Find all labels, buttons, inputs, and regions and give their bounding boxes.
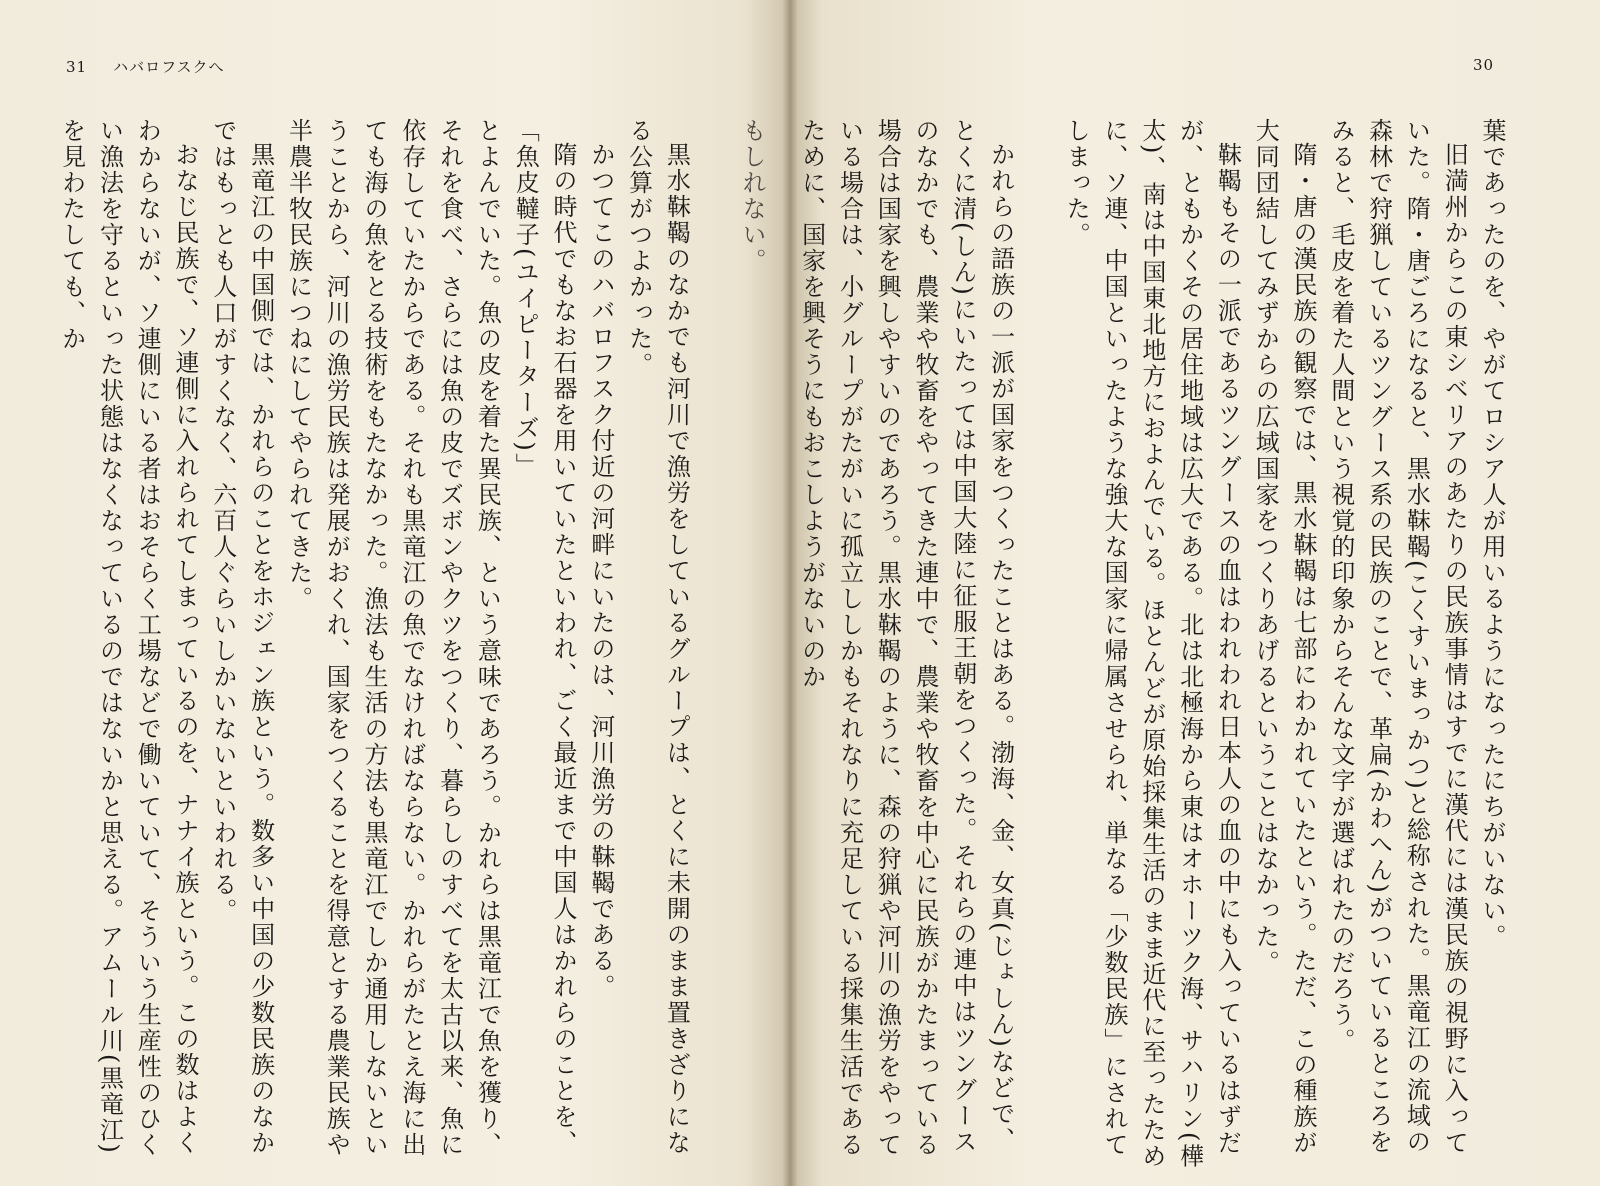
left-body-text xyxy=(50,118,770,1170)
right-page-number: 30 xyxy=(1473,56,1495,74)
paragraph: 黒竜江の中国側では、かれらのことをホジェン族という。数多い中国の少数民族のなかではもっとも人口がすくなく、六百人ぐらいしかいないといわれる。 xyxy=(208,118,275,1156)
left-running-title: ハバロフスクへ xyxy=(113,58,225,76)
paragraph: 隋の時代でもなお石器を用いていたといわれ、ごく最近まで中国人はかれらのことを、 xyxy=(549,142,578,1156)
right-page xyxy=(790,0,1600,1186)
paragraph: かつてこのハバロフスク付近の河畔にいたのは、河川漁労の靺鞨である。 xyxy=(586,142,615,1000)
left-running-head xyxy=(66,56,225,77)
paragraph-spacer xyxy=(1019,118,1057,1170)
book-gutter xyxy=(782,0,798,1186)
paragraph: とよんでいた。魚の皮を着た異民族、という意味であろう。かれらは黒竜江で魚を獲り、それを食べ、さらには魚の皮でズボンやクツをつくり、暮らしのすべてを太古以来、魚に依存していたからである。それも黒竜江の魚でなければならない。かれらがたとえ海に出ても海の魚をとる技術をもたなかった。漁法も生活の方法も黒竜江でしか通用しないということから、河川の漁労民族は発展がおくれ、国家をつくることを得意とする農業民族や半農半牧民族につねにしてやられてきた。 xyxy=(284,118,502,1158)
paragraph: 隋・唐の漢民族の観察では、黒水靺鞨は七部にわかれていたという。ただ、この種族が大同団結してみずからの広域国家をつくりあげるということはなかった。 xyxy=(1251,118,1318,1156)
right-running-head xyxy=(1473,56,1494,74)
paragraph: 靺鞨もその一派であるツングースの血はわれわれ日本人の血の中にも入っているはずだが、ともかくその居住地域は広大である。北は北極海から東はオホーツク海、サハリン(樺太)、南は中国東北地方におよんでいる。ほとんどが原始採集生活のまま近代に至ったために、ソ連、中国といったような強大な国家に帰属させられ、単なる「少数民族」にされてしまった。 xyxy=(1062,118,1242,1170)
paragraph-spacer xyxy=(694,118,732,1170)
right-body-text xyxy=(797,118,1510,1170)
paragraph: もしれない。 xyxy=(738,118,766,274)
left-page-number: 31 xyxy=(66,58,88,76)
paragraph: 旧満州からこの東シベリアのあたりの民族事情はすでに漢代には漢民族の視野に入っていた。隋・唐ごろになると、黒水靺鞨(こくすいまっかつ)と総称された。黒竜江の流域の森林で狩猟しているツングース系の民族のことで、革扁(かわへん)がついているところをみると、毛皮を着た人間という視覚的印象からそんな文字が選ばれたのだろう。 xyxy=(1326,118,1469,1156)
paragraph: おなじ民族で、ソ連側に入れられてしまっているのを、ナナイ族という。この数はよくわからないが、ソ連側にいる者はおそらく工場などで働いていて、そういう生産性のひくい漁法を守るといった状態はなくなっているのではないかと思える。アムール川(黒竜江)を見わたしても、か xyxy=(57,118,200,1158)
paragraph-quote: 「魚皮韃子(ユイピーターズ)」 xyxy=(511,118,540,479)
left-page xyxy=(0,0,790,1186)
paragraph: 黒水靺鞨のなかでも河川で漁労をしているグループは、とくに未開のまま置きざりになる公算がつよかった。 xyxy=(624,118,691,1156)
paragraph: かれらの語族の一派が国家をつくったことはある。渤海、金、女真(じょしん)などで、とくに清(しん)にいたっては中国大陸に征服王朝をつくった。それらの連中はツングースのなかでも、農業や牧畜をやってきた連中で、農業や牧畜を中心に民族がかたまっている場合は国家を興しやすいのであろう。黒水靺鞨のように、森の狩猟や河川の漁労をやっている場合は、小グループがたがいに孤立ししかもそれなりに充足している採集生活であるために、国家を興そうにもおこしようがないのか xyxy=(797,118,1015,1158)
paragraph: 葉であったのを、やがてロシア人が用いるようになったにちがいない。 xyxy=(1478,118,1506,950)
